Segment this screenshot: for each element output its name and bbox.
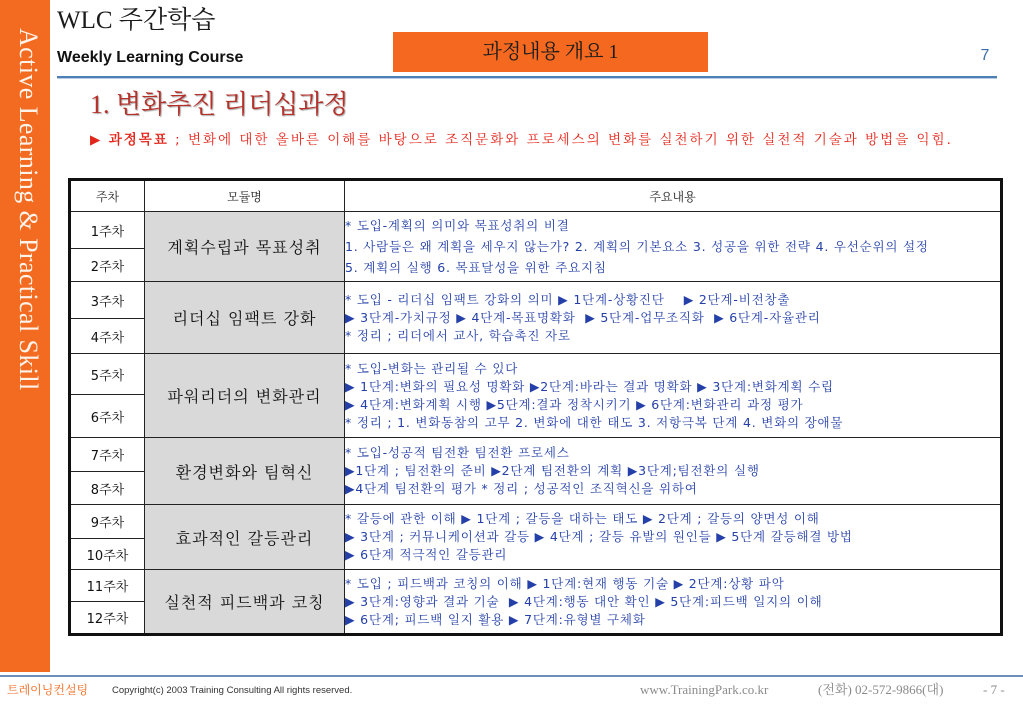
table-row (70, 282, 1002, 319)
content-line: ▶ 3단계-가치규정 ▶ 4단계-목표명확화 ▶ 5단계-업무조직화 ▶ 6단계-자율관리 (345, 309, 821, 325)
content-cell (345, 570, 1002, 635)
column-header-week: 주차 (70, 180, 145, 212)
brand-subtitle: Weekly Learning Course (57, 49, 244, 66)
objective-marker-icon: ▶ (90, 132, 103, 148)
week-cell: 7주차 (70, 438, 145, 472)
sidebar (0, 0, 50, 672)
course-objective (90, 130, 972, 150)
footer-divider (0, 675, 1023, 677)
content-cell (345, 212, 1002, 282)
week-cell: 9주차 (70, 505, 145, 539)
brand-title: WLC 주간학습 (57, 7, 216, 34)
module-name-cell: 효과적인 갈등관리 (145, 505, 345, 570)
course-table (68, 178, 1003, 636)
content-line: ▶ 3단계:영향과 결과 기술 ▶ 4단계:행동 대안 확인 ▶ 5단계:피드백 일지의 이해 (345, 593, 823, 609)
content-line: 1. 사람들은 왜 계획을 세우지 않는가? 2. 계획의 기본요소 3. 성공을 위한 전략 4. 우선순위의 설정 (345, 239, 929, 254)
week-cell: 3주차 (70, 282, 145, 319)
week-cell: 8주차 (70, 472, 145, 505)
content-cell (345, 505, 1002, 570)
table-row (70, 354, 1002, 395)
week-cell: 12주차 (70, 602, 145, 635)
content-line: * 도입-변화는 관리될 수 있다 (345, 360, 519, 376)
table-row (70, 438, 1002, 472)
section-title-box: 과정내용 개요 1 (393, 32, 708, 72)
module-name-cell: 파워리더의 변화관리 (145, 354, 345, 438)
table-row (70, 212, 1002, 249)
footer-company-name: 트레이닝컨설팅 (7, 683, 89, 697)
week-cell: 6주차 (70, 395, 145, 438)
page-heading: 1. 변화추진 리더십과정 (90, 90, 349, 119)
week-cell: 4주차 (70, 319, 145, 354)
table-header-row (70, 180, 1002, 212)
page-number: 7 (980, 47, 990, 64)
content-cell (345, 282, 1002, 354)
module-name-cell: 계획수립과 목표성취 (145, 212, 345, 282)
footer-website: www.TrainingPark.co.kr (640, 682, 769, 697)
week-cell: 11주차 (70, 570, 145, 602)
footer-phone: (전화) 02-572-9866(대) (818, 682, 944, 697)
table-row (70, 505, 1002, 539)
content-line: ▶ 4단계:변화계획 시행 ▶5단계:결과 정착시키기 ▶ 6단계:변화관리 과정 평가 (345, 396, 804, 412)
content-line: * 갈등에 관한 이해 ▶ 1단계 ; 갈등을 대하는 태도 ▶ 2단계 ; 갈등의 양면성 이해 (345, 511, 820, 526)
content-line: ▶ 3단계 ; 커뮤니케이션과 갈등 ▶ 4단계 ; 갈등 유발의 원인들 ▶ 5단계 갈등해결 방법 (345, 529, 853, 544)
column-header-module: 모듈명 (145, 180, 345, 212)
footer-page-number: - 7 - (983, 682, 1005, 697)
content-line: * 정리 ; 리더에서 교사, 학습촉진 자로 (345, 327, 571, 343)
content-line: 5. 계획의 실행 6. 목표달성을 위한 주요지침 (345, 260, 607, 275)
content-cell (345, 438, 1002, 505)
week-cell: 5주차 (70, 354, 145, 395)
week-cell: 1주차 (70, 212, 145, 249)
content-line: * 도입 ; 피드백과 코칭의 이해 ▶ 1단계:현재 행동 기술 ▶ 2단계:상황 파악 (345, 575, 785, 591)
table-row (70, 570, 1002, 602)
module-name-cell: 실천적 피드백과 코칭 (145, 570, 345, 635)
objective-label: 과정목표 (108, 132, 169, 148)
content-line: * 도입-성공적 팀전환 팀전환 프로세스 (345, 445, 570, 460)
content-line: * 정리 ; 1. 변화동참의 고무 2. 변화에 대한 태도 3. 저항극복 단계 4. 변화의 장애물 (345, 414, 844, 430)
content-line: ▶ 6단계 적극적인 갈등관리 (345, 547, 508, 562)
column-header-content: 주요내용 (345, 180, 1002, 212)
content-line: * 도입-계획의 의미와 목표성취의 비결 (345, 218, 570, 233)
content-line: ▶1단계 ; 팀전환의 준비 ▶2단계 팀전환의 계획 ▶3단계;팀전환의 실행 (345, 463, 760, 478)
week-cell: 10주차 (70, 539, 145, 570)
content-line: * 도입 - 리더십 임팩트 강화의 의미 ▶ 1단계-상황진단 ▶ 2단계-비전창출 (345, 291, 791, 307)
module-name-cell: 리더십 임팩트 강화 (145, 282, 345, 354)
header-divider-highlight (57, 78, 997, 79)
content-line: ▶4단계 팀전환의 평가 * 정리 ; 성공적인 조직혁신을 위하여 (345, 481, 698, 496)
footer-copyright: Copyright(c) 2003 Training Consulting All rights reserved. (112, 685, 353, 696)
content-cell (345, 354, 1002, 438)
content-line: ▶ 6단계; 피드백 일지 활용 ▶ 7단계:유형별 구체화 (345, 611, 646, 627)
objective-text: ; 변화에 대한 올바른 이해를 바탕으로 조직문화와 프로세스의 변화를 실천하기 위한 실천적 기술과 방법을 익힘. (175, 132, 953, 148)
sidebar-tagline: Active Learning & Practical Skill (14, 28, 43, 391)
content-line: ▶ 1단계:변화의 필요성 명확화 ▶2단계:바라는 결과 명확화 ▶ 3단계:변화계획 수립 (345, 378, 834, 394)
week-cell: 2주차 (70, 249, 145, 282)
module-name-cell: 환경변화와 팀혁신 (145, 438, 345, 505)
